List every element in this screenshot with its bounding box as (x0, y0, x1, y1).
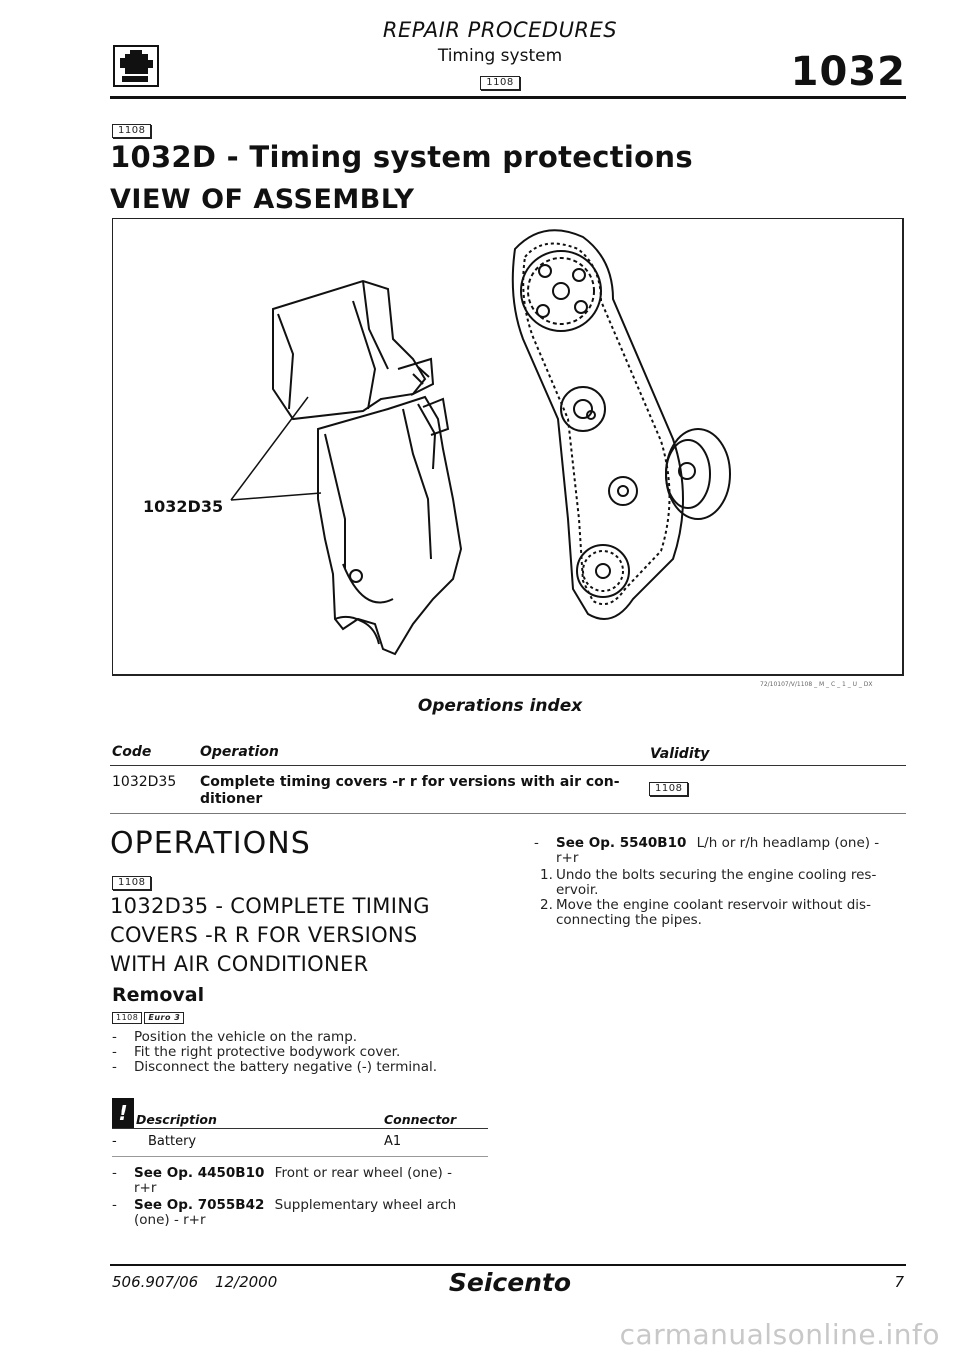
header-section: REPAIR PROCEDURES (382, 18, 618, 42)
manual-logo (112, 44, 160, 88)
index-footer-rule (110, 813, 906, 814)
list-item: - See Op. 4450B10 Front or rear wheel (one) - r+r (112, 1165, 452, 1196)
header-model-tag: 1108 (330, 70, 670, 90)
index-header-rule (110, 765, 906, 766)
operations-model-tag: 1108 (112, 870, 151, 890)
header-subsection: Timing system (437, 46, 563, 66)
list-item: 2. Move the engine coolant reservoir without dis- connecting the pipes. (540, 897, 871, 928)
connector-footer-rule (112, 1156, 488, 1157)
list-item: - Disconnect the battery negative (-) terminal. (112, 1059, 438, 1075)
lower-timing-cover-icon (318, 397, 461, 654)
assembly-figure (112, 218, 904, 676)
connector-header-rule (112, 1128, 488, 1129)
operations-heading: OPERATIONS (110, 826, 311, 861)
footer-brand: Seicento (448, 1268, 572, 1297)
connector-row-connector: A1 (384, 1134, 402, 1149)
list-item: - See Op. 7055B42 Supplementary wheel arch (one) - r+r (112, 1197, 457, 1228)
removal-tags: 1108 Euro 3 (112, 1012, 184, 1024)
crankshaft-pulley-icon (577, 545, 629, 597)
connector-col-description: Description (136, 1112, 217, 1127)
right-references (534, 836, 906, 866)
camshaft-pulley-icon (521, 251, 601, 331)
footer-doc-ref: 506.907/06 12/2000 (112, 1273, 278, 1291)
callout-leader (231, 397, 321, 500)
figure-callout: 1032D35 (143, 497, 224, 516)
figure-scan-note: 72/10107/V/1108 _ M _ C _ 1 _ U _ DX (760, 681, 873, 688)
idler-pulley-icon (609, 429, 730, 519)
timing-assembly-drawing (113, 219, 903, 675)
removal-steps (112, 1030, 492, 1075)
watermark: carmanualsonline.info (619, 1318, 940, 1351)
page-title: 1032D - Timing system protections (110, 140, 693, 174)
operations-index-title: Operations index (417, 696, 583, 716)
connector-row: - Battery A1 (112, 1134, 402, 1149)
group-number: 1032 (790, 49, 906, 95)
upper-timing-cover-icon (273, 281, 433, 419)
tensioner-pulley-icon (561, 387, 605, 431)
list-item: - Fit the right protective bodywork cover. (112, 1044, 401, 1060)
removal-heading: Removal (112, 984, 205, 1006)
procedure-title: 1032D35 - COMPLETE TIMING COVERS -R R FOR VERSIONS WITH AIR CONDITIONER (110, 894, 430, 976)
index-row-validity: 1108 (649, 776, 688, 796)
left-references (112, 1166, 492, 1228)
col-code-header: Code (112, 744, 152, 760)
list-item: 1. Undo the bolts securing the engine cooling res- ervoir. (540, 867, 877, 898)
connector-row-description: Battery (148, 1134, 197, 1149)
view-subtitle: VIEW OF ASSEMBLY (110, 184, 415, 215)
index-row-operation: Complete timing covers -r r for versions with air con- ditioner (200, 774, 620, 807)
footer-rule (110, 1264, 906, 1266)
header-rule (110, 96, 906, 99)
connector-col-connector: Connector (384, 1112, 457, 1127)
index-row-code: 1032D35 (112, 774, 177, 790)
numbered-steps (540, 868, 906, 928)
col-validity-header: Validity (650, 746, 710, 762)
index-row (112, 774, 906, 814)
col-operation-header: Operation (200, 744, 279, 760)
engine-manual-icon (112, 44, 160, 88)
title-model-tag: 1108 (112, 118, 151, 138)
list-item: - See Op. 5540B10 L/h or r/h headlamp (one) - r+r (534, 835, 880, 866)
warning-icon: ! (112, 1098, 134, 1128)
footer-page-number: 7 (894, 1273, 904, 1291)
list-item: - Position the vehicle on the ramp. (112, 1029, 358, 1045)
